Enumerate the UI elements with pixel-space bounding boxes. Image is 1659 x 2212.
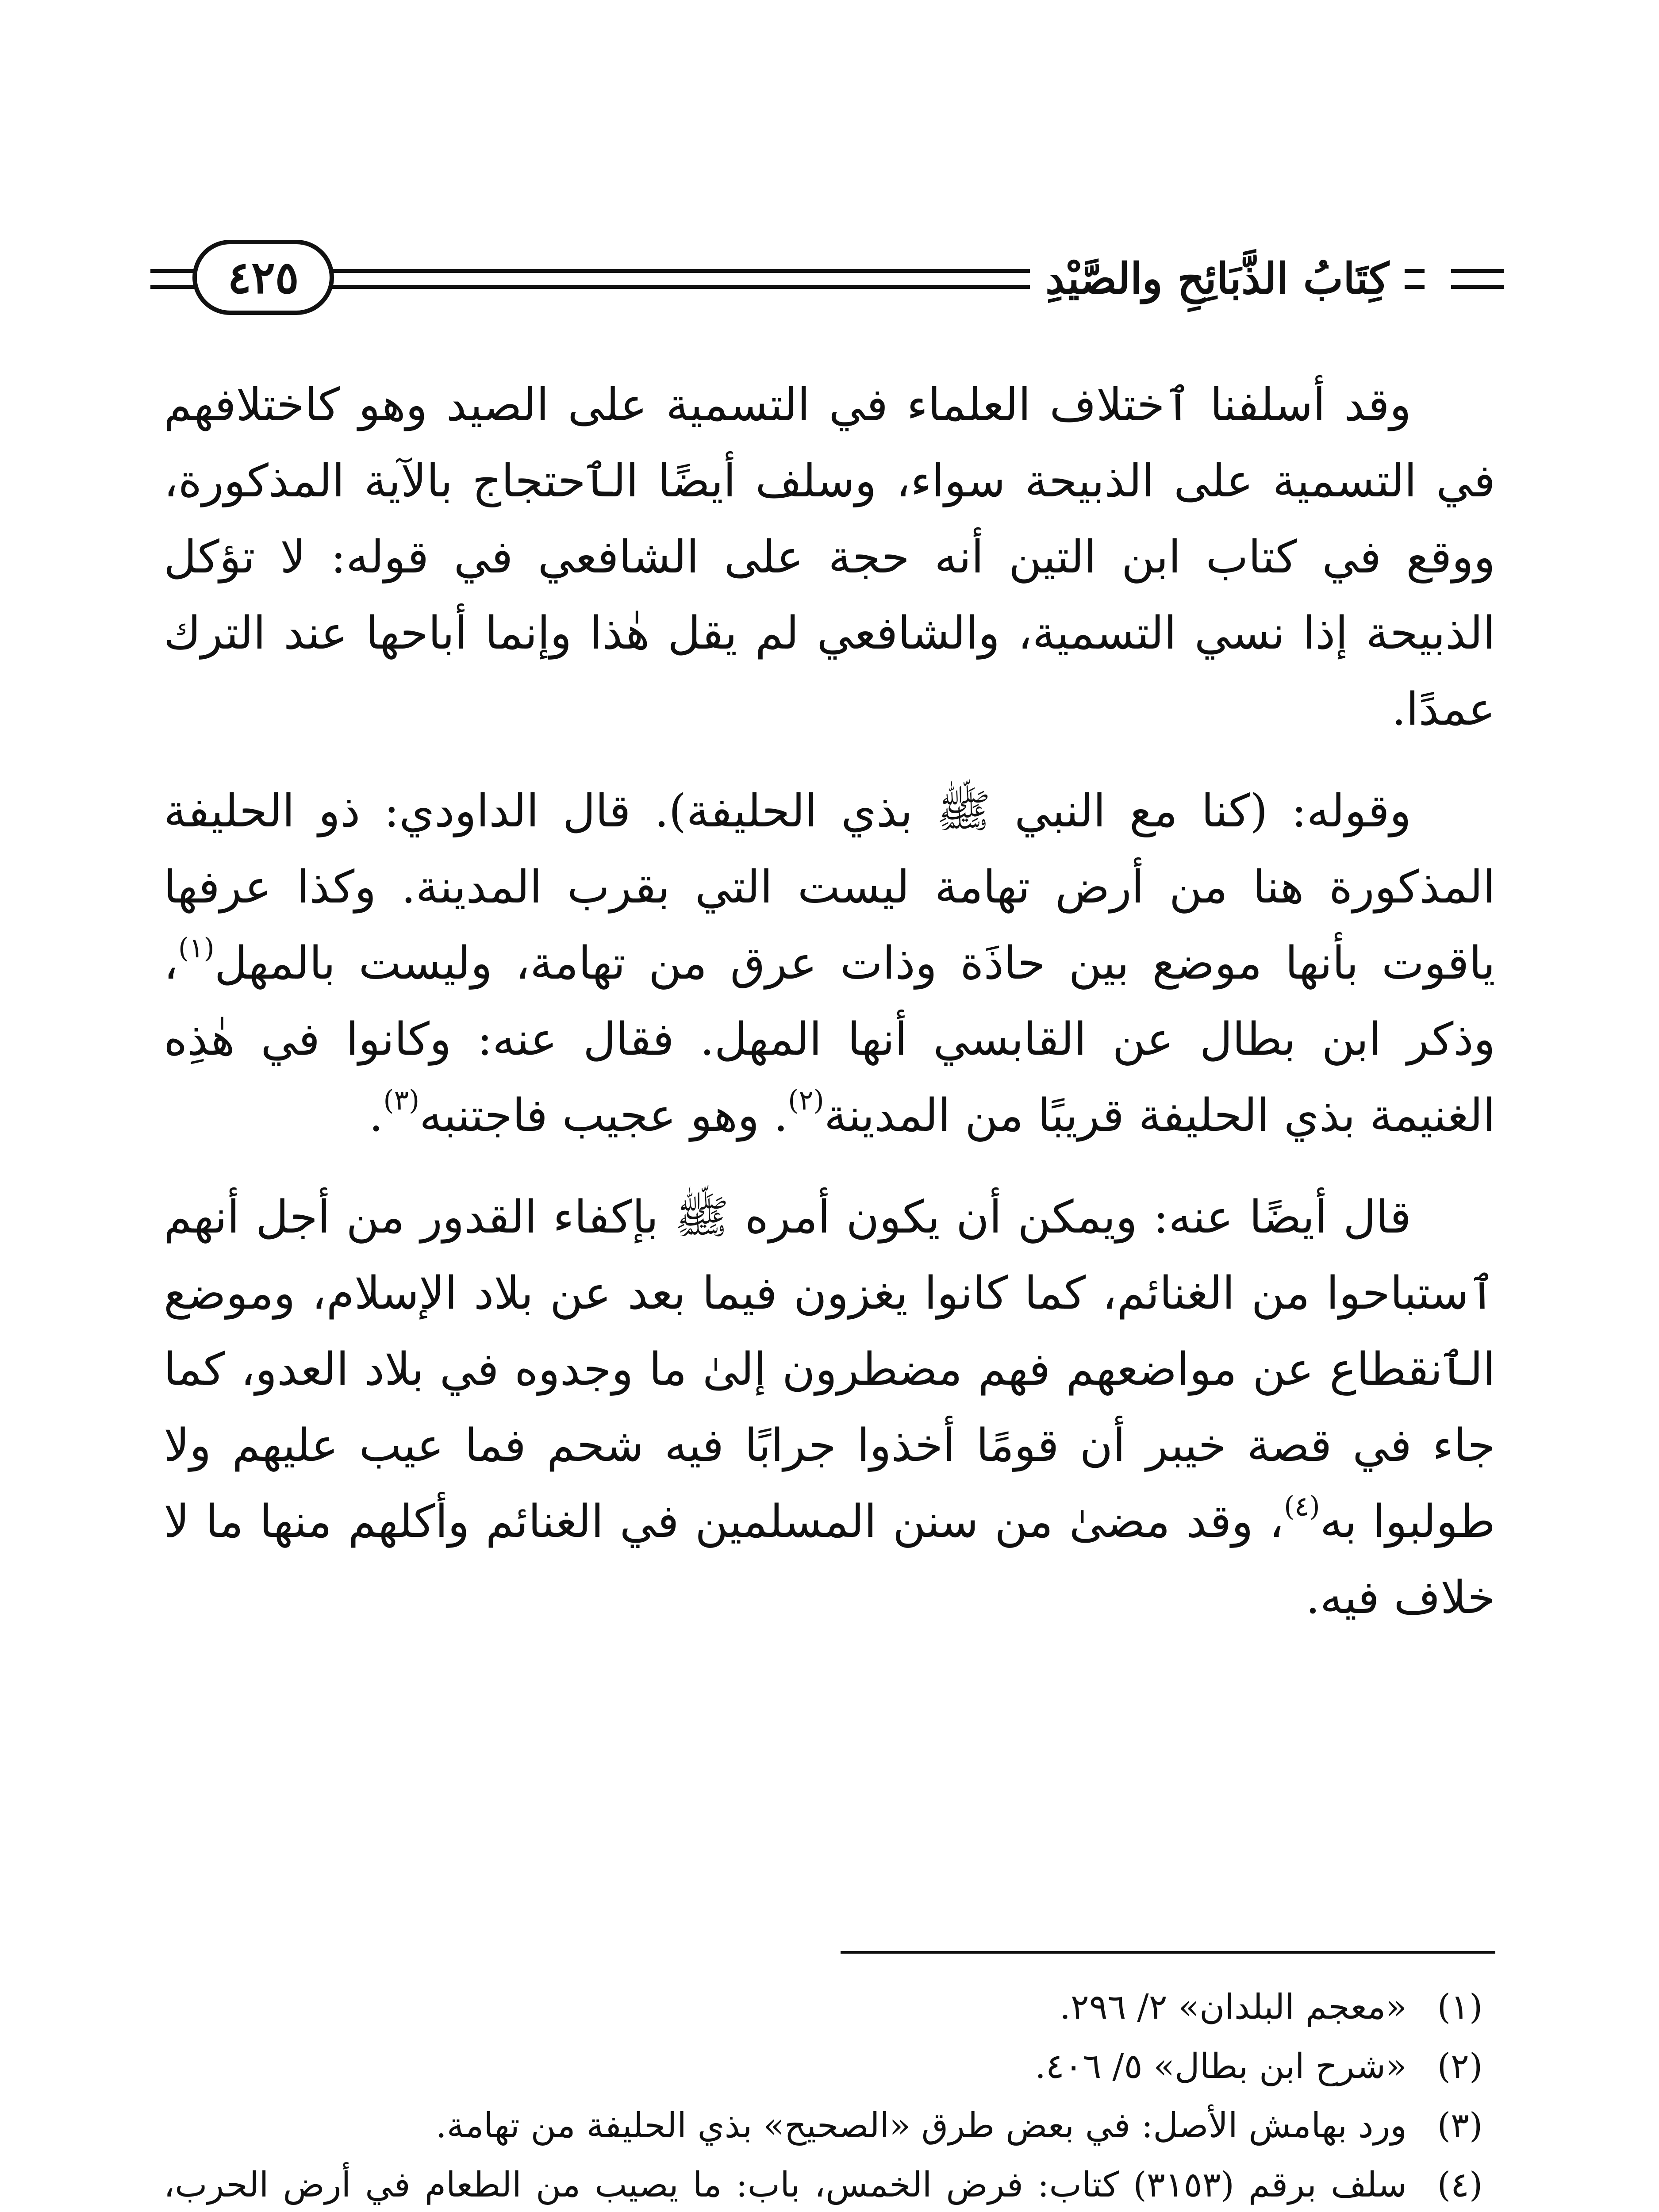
footnote-ref-1: (١) xyxy=(178,932,215,964)
paragraph-1: وقد أسلفنا ٱختلاف العلماء في التسمية على الصيد وهو كاختلافهم في التسمية على الذبيحة سواء، وسلف أيضًا الٱحتجاج بالآية المذكورة، ووقع في كتاب ابن التين أنه حجة على الشافعي في قوله: لا تؤكل الذبيحة إذا نسي التسمية، والشافعي لم يقل هٰذا وإنما أباحها عند الترك عمدًا. xyxy=(164,379,1495,736)
footnote-ref-3: (٣) xyxy=(383,1084,420,1116)
paragraph-2-part-3: . وهو عجيب فاجتنبه xyxy=(419,1089,788,1142)
chapter-title: كِتَابُ الذَّبَائِحِ والصَّيْدِ xyxy=(1030,234,1405,323)
header-rule-right-top xyxy=(1451,269,1504,273)
paragraph-2-part-1: وقوله: (كنا مع النبي ﷺ بذي الحليفة). قال الداودي: ذو الحليفة المذكورة هنا من أرض تهامة ليست التي بقرب المدينة. وكذا عرفها ياقوت بأنها موضع بين حاذَة وذات عرق من تهامة، وليست بالمهل xyxy=(164,785,1495,990)
paragraph-3 xyxy=(164,1179,1495,1636)
footnote-item xyxy=(164,2155,1495,2212)
paragraph-3-part-2: ، وقد مضىٰ من سنن المسلمين في الغنائم وأكلهم منها ما لا خلاف فيه. xyxy=(164,1495,1495,1624)
paragraph-2-part-2: ، وذكر ابن بطال عن القابسي أنها المهل. فقال عنه: وكانوا في هٰذِه الغنيمة بذي الحليفة قريبًا من المدينة xyxy=(164,937,1495,1142)
footnote-text: ورد بهامش الأصل: في بعض طرق «الصحيح» بذي الحليفة من تهامة. xyxy=(435,2106,1407,2146)
footnote-item xyxy=(164,1978,1495,2037)
footnote-ref-2: (٢) xyxy=(788,1084,824,1116)
paragraph-2-part-4: . xyxy=(369,1089,384,1142)
footnote-separator xyxy=(841,1951,1495,1954)
footnote-text: «معجم البلدان» ٢/ ٢٩٦. xyxy=(1060,1987,1407,2027)
footnote-ref-4: (٤) xyxy=(1284,1490,1320,1522)
header-rule-right-bottom xyxy=(1451,285,1504,289)
footnote-number: (٢) xyxy=(1437,2047,1483,2086)
footnote-item xyxy=(164,2096,1495,2155)
footnote-number: (١) xyxy=(1437,1987,1483,2027)
running-header xyxy=(150,234,1504,323)
footnote-item xyxy=(164,2037,1495,2096)
footnotes xyxy=(164,1978,1495,2212)
footnote-number: (٣) xyxy=(1437,2106,1483,2146)
main-text xyxy=(164,367,1495,1636)
page-number-badge: ٤٢٥ xyxy=(192,240,334,315)
footnote-text: «شرح ابن بطال» ٥/ ٤٠٦. xyxy=(1035,2047,1407,2086)
paragraph-3-part-1: قال أيضًا عنه: ويمكن أن يكون أمره ﷺ بإكفاء القدور من أجل أنهم ٱستباحوا من الغنائم، كما كانوا يغزون فيما بعد عن بلاد الإسلام، وموضع الٱنقطاع عن مواضعهم فهم مضطرون إلىٰ ما وجدوه في بلاد العدو، كما جاء في قصة خيبر أن قومًا أخذوا جرابًا فيه شحم فما عيب عليهم ولا طولبوا به xyxy=(164,1191,1495,1548)
paragraph-2 xyxy=(164,773,1495,1154)
footnote-number: (٤) xyxy=(1437,2165,1483,2205)
footnote-text: سلف برقم (٣١٥٣) كتاب: فرض الخمس، باب: ما يصيب من الطعام في أرض الحرب، xyxy=(164,2165,1407,2205)
